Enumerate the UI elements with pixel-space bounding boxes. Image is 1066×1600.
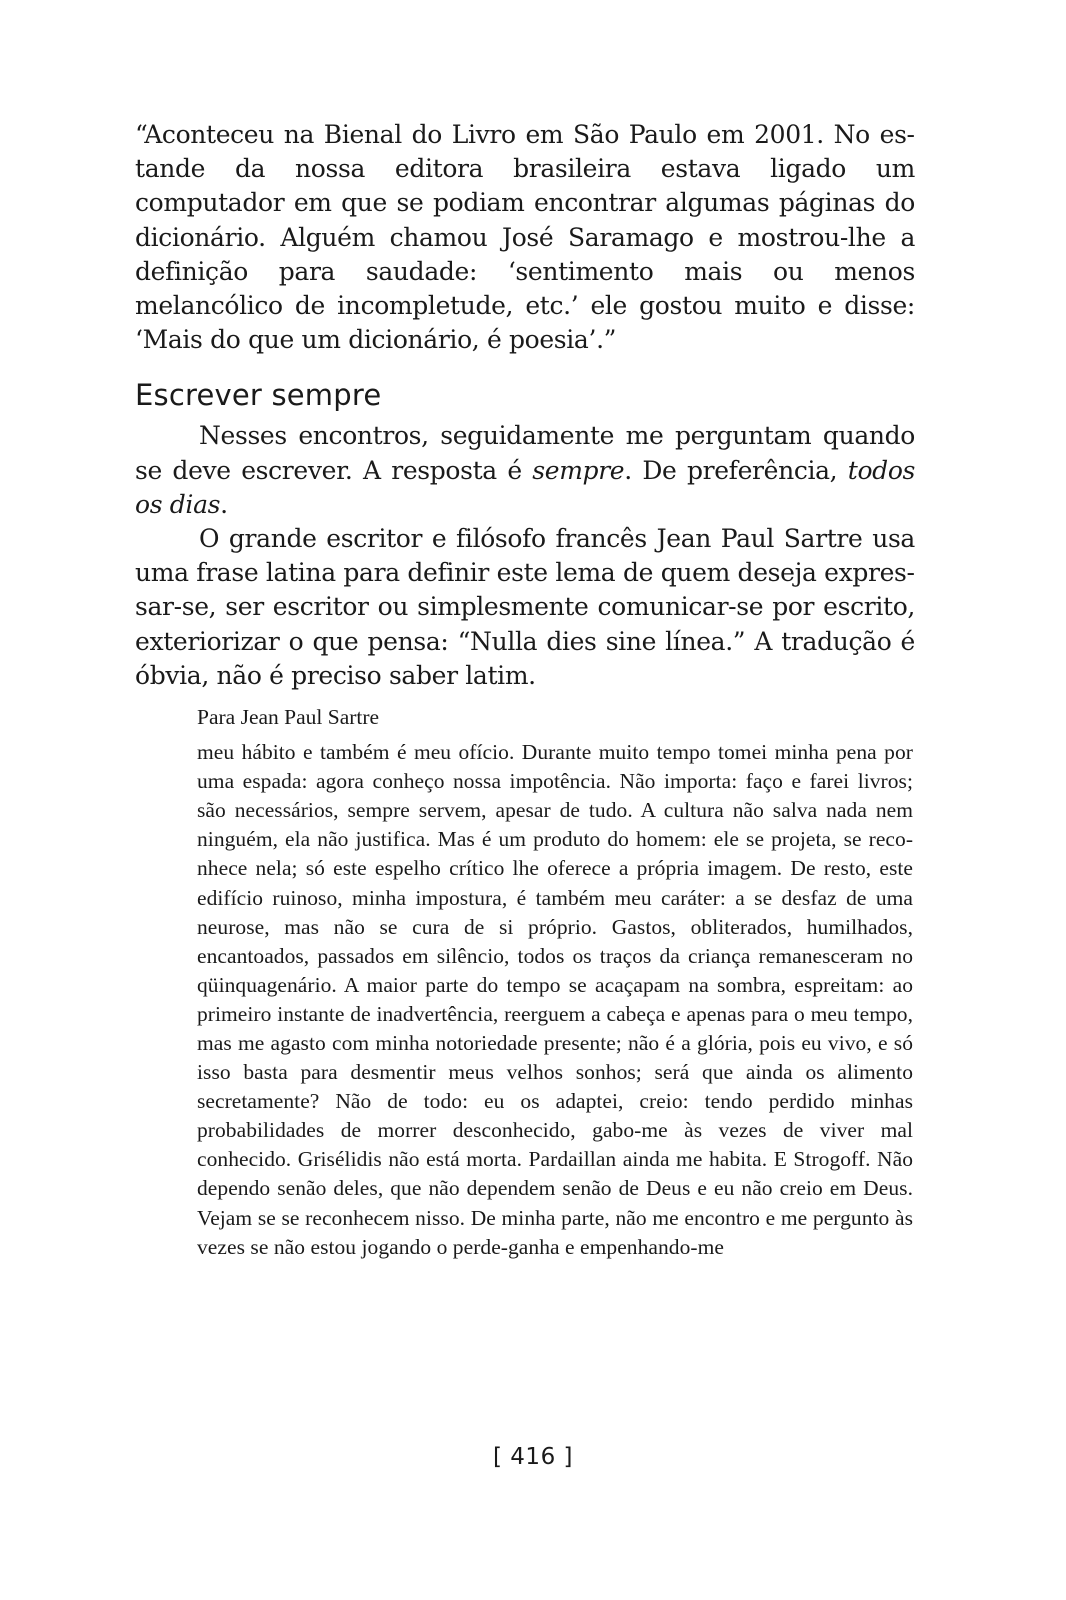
- section-heading: Escrever sempre: [135, 378, 382, 413]
- saramago-quote-paragraph: “Aconteceu na Bienal do Livro em São Paulo em 2001. No estande da nossa editora brasileira estava ligado um computador em que se podiam encontrar algumas páginas do dicionário. Alguém chamou José Saramago e mostrou-lhe a definição para saudade: ‘sentimento mais ou menos melancólico de incompletude, etc.’ ele gostou muito e disse: ‘Mais do que um dicionário, é poesia’.”: [135, 120, 915, 355]
- paragraph-sartre: O grande escritor e filósofo francês Jean Paul Sartre usa uma frase latina para definir este lema de quem deseja expressar-se, ser escritor ou simplesmente comunicar-se por escrito, exteriorizar o que pensa: “Nulla dies sine línea.” A tradução é óbvia, não é preciso saber latim.: [135, 524, 915, 690]
- block-quote-text: meu hábito e também é meu ofício. Durante muito tempo tomei minha pena por uma espada: agora conheço nossa impotência. Não importa: faço e farei livros; são necessários, sempre servem, apesar de tudo. A cultura não salva nada nem ninguém, ela não justifica. Mas é um produto do homem: ele se projeta, se reconhece nela; só este espelho crítico lhe oferece a própria imagem. De resto, este edifício ruinoso, minha impostura, é também meu caráter: a se desfaz de uma neurose, mas não se cura de si próprio. Gastos, obliterados, humilhados, encantoados, passados em silêncio, todos os traços da criança remanesceram no qüinquagenário. A maior parte do tempo se acaçapam na sombra, espreitam: ao primeiro instante de inadvertência, reerguem a cabeça e apenas para o meu tempo, mas me agasto com minha notoriedade presente; não é a glória, pois eu vivo, e só isso basta para desmentir meus velhos sonhos; será que ainda os alimento secretamente? Não de todo: eu os adaptei, creio: tendo perdido minhas probabilidades de morrer desconhecido, gabo-me às vezes de viver mal conhecido. Grisélidis não está morta. Pardaillan ainda me habita. E Strogoff. Não dependo senão deles, que não dependem senão de Deus e eu não creio em Deus. Vejam se se reconhecem nisso. De minha parte, não me encontro e me pergunto às vezes se não estou jogando o perde-ganha e empenhando-me: [197, 740, 913, 1259]
- paragraph-1-text-b: . De preferência,: [624, 455, 848, 485]
- paragraph-1-text-c: .: [220, 489, 228, 519]
- block-quote-intro: Para Jean Paul Sartre: [197, 705, 380, 730]
- paragraph-escrever-sempre: [135, 419, 915, 522]
- page-number: [ 416 ]: [493, 1444, 573, 1470]
- emphasis-sempre: sempre: [532, 455, 625, 485]
- page-content: [135, 118, 915, 1262]
- sartre-block-quote: [197, 703, 913, 1262]
- paragraph-1-text-a: Nesses encontros, seguidamente me perguntam quando se deve escrever. A resposta é: [135, 421, 915, 485]
- emphasis-todos-os-dias: todos os dias: [135, 455, 915, 519]
